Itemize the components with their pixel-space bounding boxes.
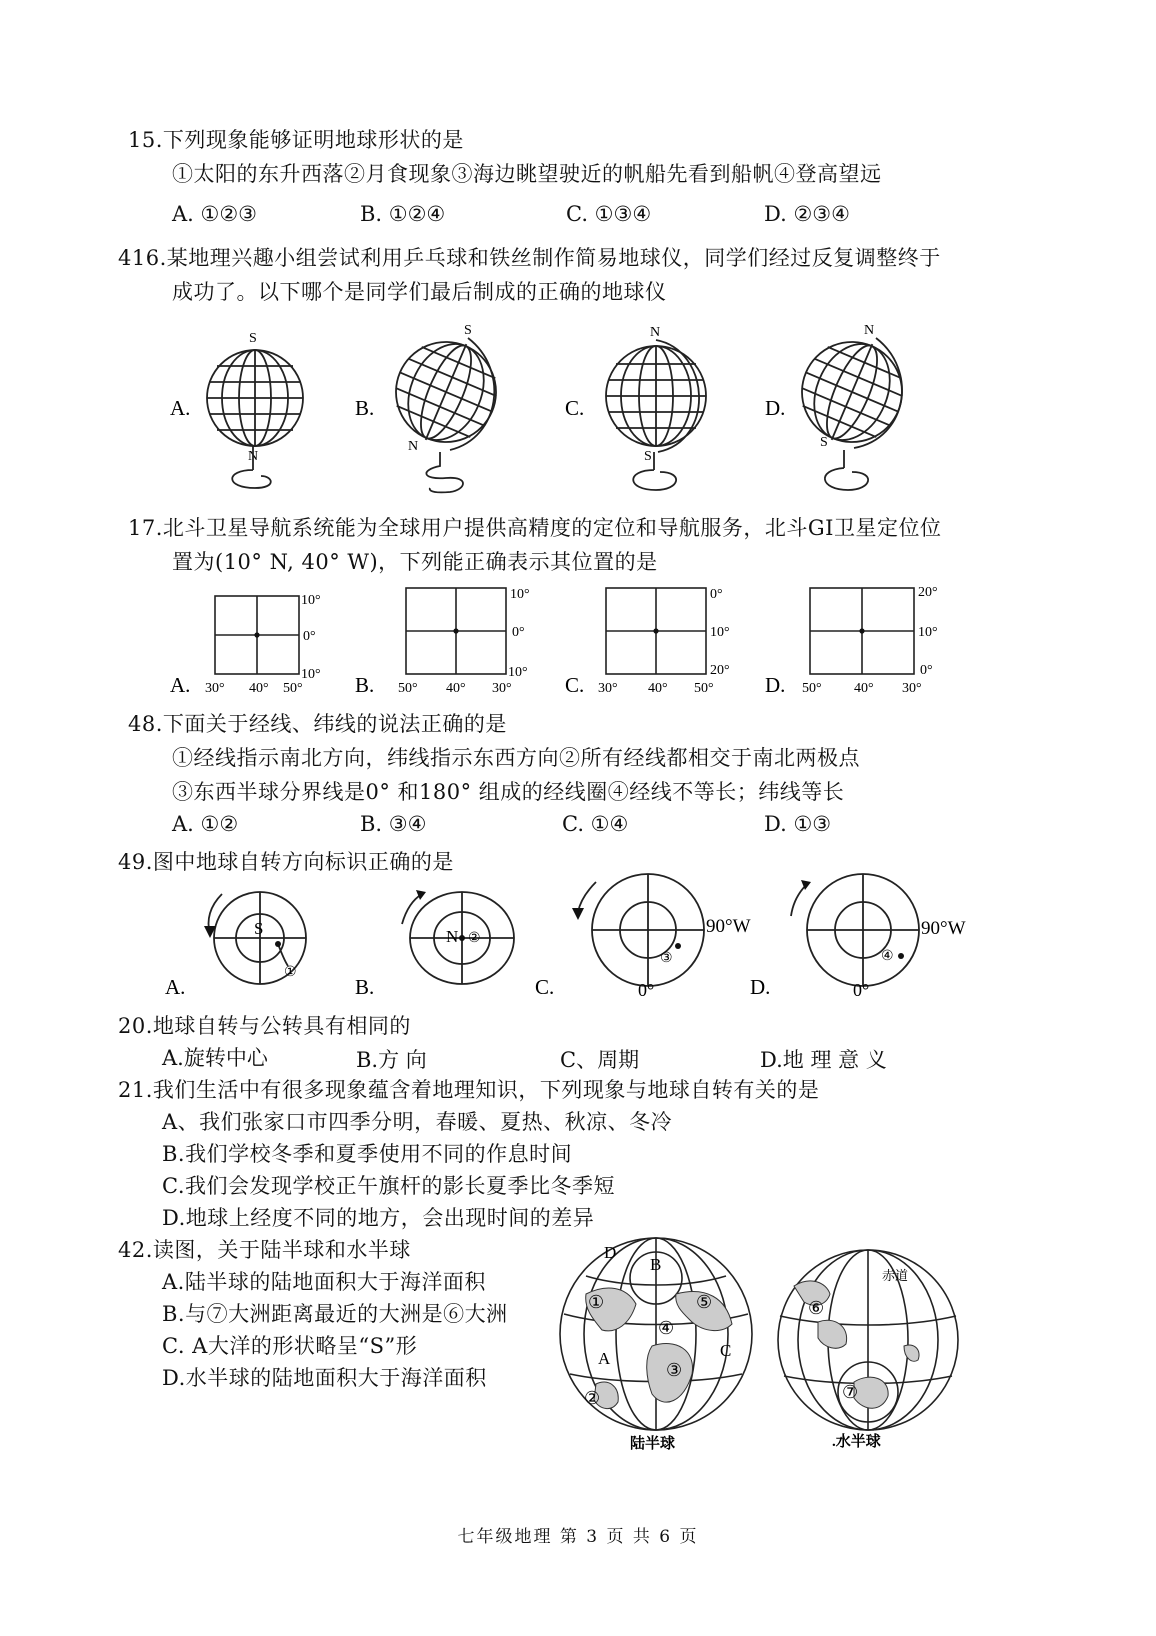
- land-map-label-b: B: [650, 1255, 662, 1274]
- q17-grid-b-lat-3: 10°: [508, 665, 528, 680]
- q17-grid-a-lon-1: 30°: [205, 681, 225, 696]
- q17-grid-b-lat-1: 10°: [510, 587, 530, 602]
- water-map-label-equator: 赤道: [882, 1268, 909, 1283]
- q17-grid-c: [560, 580, 750, 700]
- q16-globe-a-top-pole: S: [249, 331, 257, 346]
- q15-option-a: A. ①②③: [172, 202, 257, 226]
- q20-option-d: D.地 理 意 义: [760, 1048, 887, 1072]
- q17-grid-c-lon-2: 40°: [648, 681, 668, 696]
- q19-rotation-d-mark: ④: [881, 949, 894, 964]
- q17-stem-line2: 置为(10° N, 40° W)，下列能正确表示其位置的是: [172, 550, 658, 574]
- water-hemisphere-map: [774, 1246, 974, 1452]
- q17-grid-c-lat-3: 20°: [710, 663, 730, 678]
- q18-option-b: B. ③④: [360, 812, 427, 836]
- q19-rotation-b-mark: ②: [468, 931, 481, 946]
- q17-stem-line1: 17.北斗卫星导航系统能为全球用户提供高精度的定位和导航服务，北斗GI卫星定位位: [128, 516, 942, 540]
- q18-option-d: D. ①③: [764, 812, 832, 836]
- q19-rotation-d-meridian-right: 90°W: [921, 918, 966, 939]
- water-map-label-7: ⑦: [842, 1382, 859, 1402]
- q16-globe-a-bottom-pole: N: [248, 449, 259, 464]
- q17-grid-d-lon-1: 50°: [802, 681, 822, 696]
- land-map-label-1: ①: [588, 1292, 605, 1312]
- q17-grid-c-lat-1: 0°: [710, 587, 723, 602]
- q17-grid-d-lat-3: 0°: [920, 663, 933, 678]
- q17-grid-c-lon-3: 50°: [694, 681, 714, 696]
- q17-grid-b-lat-2: 0°: [512, 625, 525, 640]
- land-map-label-2: ②: [584, 1388, 601, 1408]
- q16-globe-d-label: D.: [765, 396, 786, 420]
- land-map-label-4: ④: [658, 1318, 675, 1338]
- q17-grid-c-lat-2: 10°: [710, 625, 730, 640]
- water-map-caption: .水半球: [832, 1434, 881, 1450]
- q17-grid-a-label: A.: [170, 673, 191, 697]
- q18-option-a: A. ①②: [172, 812, 239, 836]
- q16-globe-c-top-pole: N: [650, 325, 661, 340]
- q15-option-c: C. ①③④: [566, 202, 652, 226]
- q17-grid-a-lat-1: 10°: [301, 593, 321, 608]
- q17-grid-a-lon-3: 50°: [283, 681, 303, 696]
- q17-grid-b-lon-2: 40°: [446, 681, 466, 696]
- q19-rotation-c-mark: ③: [660, 951, 673, 966]
- land-map-label-5: ⑤: [696, 1292, 713, 1312]
- q19-rotation-b-pole: N: [446, 927, 459, 946]
- land-map-label-a: A: [598, 1349, 611, 1368]
- q16-globe-d-bottom-pole: S: [820, 435, 828, 450]
- q19-rotation-b: [350, 880, 540, 1000]
- q17-grid-b-lon-1: 50°: [398, 681, 418, 696]
- q21-option-c: C.我们会发现学校正午旗杆的影长夏季比冬季短: [162, 1174, 615, 1198]
- q21-option-b: B.我们学校冬季和夏季使用不同的作息时间: [162, 1142, 573, 1166]
- q20-option-c: C、周期: [560, 1048, 640, 1072]
- q19-rotation-d: [745, 872, 1005, 1000]
- q17-grid-a-lon-2: 40°: [249, 681, 269, 696]
- land-map-label-d: D: [604, 1243, 617, 1262]
- q16-globe-b: [350, 320, 520, 500]
- q15-option-b: B. ①②④: [360, 202, 446, 226]
- q17-grid-c-label: C.: [565, 673, 585, 697]
- q19-rotation-a: [160, 880, 350, 1000]
- q17-grid-d-lat-2: 10°: [918, 625, 938, 640]
- q17-grid-b-label: B.: [355, 673, 375, 697]
- q20-stem: 20.地球自转与公转具有相同的: [118, 1014, 411, 1038]
- q17-grid-d-lon-3: 30°: [902, 681, 922, 696]
- q16-globe-a: [165, 320, 325, 500]
- land-map-caption: 陆半球: [630, 1436, 676, 1452]
- q16-globe-c: [560, 320, 720, 500]
- q20-option-b: B.方 向: [356, 1048, 427, 1072]
- q16-globe-b-top-pole: S: [464, 323, 472, 338]
- land-map-label-3: ③: [666, 1360, 683, 1380]
- q19-rotation-a-label: A.: [165, 975, 186, 999]
- q16-stem-line1: 416.某地理兴趣小组尝试利用乒乓球和铁丝制作简易地球仪，同学们经过反复调整终于: [118, 246, 941, 270]
- q19-rotation-b-label: B.: [355, 975, 375, 999]
- q18-line2: ③东西半球分界线是0° 和180° 组成的经线圈④经线不等长；纬线等长: [172, 780, 845, 804]
- q16-globe-d: [760, 320, 930, 500]
- q17-grid-b-lon-3: 30°: [492, 681, 512, 696]
- q21-option-d: D.地球上经度不同的地方，会出现时间的差异: [162, 1206, 595, 1230]
- q19-rotation-c-label: C.: [535, 975, 555, 999]
- q19-rotation-c-meridian-right: 90°W: [706, 916, 751, 937]
- q19-rotation-a-mark: ①: [284, 965, 297, 980]
- q22-option-b: B.与⑦大洲距离最近的大洲是⑥大洲: [162, 1302, 508, 1326]
- q22-option-d: D.水半球的陆地面积大于海洋面积: [162, 1366, 487, 1390]
- q17-grid-d-label: D.: [765, 673, 786, 697]
- q17-grid-a-lat-2: 0°: [303, 629, 316, 644]
- q15-option-d: D. ②③④: [764, 202, 850, 226]
- q17-grid-c-lon-1: 30°: [598, 681, 618, 696]
- q16-globe-b-label: B.: [355, 396, 375, 420]
- land-map-label-c: C: [720, 1341, 732, 1360]
- q19-rotation-c: [530, 872, 770, 1000]
- q16-globe-d-top-pole: N: [864, 323, 875, 338]
- q16-globe-a-label: A.: [170, 396, 191, 420]
- q16-globe-b-bottom-pole: N: [408, 439, 419, 454]
- q16-globe-c-label: C.: [565, 396, 585, 420]
- q18-option-c: C. ①④: [562, 812, 629, 836]
- q17-grid-b: [350, 580, 540, 700]
- q22-option-a: A.陆半球的陆地面积大于海洋面积: [162, 1270, 486, 1294]
- q19-rotation-a-pole: S: [254, 919, 264, 938]
- q18-stem: 48.下面关于经线、纬线的说法正确的是: [128, 712, 507, 736]
- q19-rotation-c-meridian-bottom: 0°: [638, 980, 655, 1000]
- q17-grid-d-lon-2: 40°: [854, 681, 874, 696]
- q20-option-a: A.旋转中心: [162, 1046, 268, 1070]
- q19-rotation-d-label: D.: [750, 975, 771, 999]
- q15-stem: 15.下列现象能够证明地球形状的是: [128, 128, 464, 152]
- water-map-label-6: ⑥: [808, 1298, 825, 1318]
- q21-stem: 21.我们生活中有很多现象蕴含着地理知识，下列现象与地球自转有关的是: [118, 1078, 820, 1102]
- q17-grid-a-lat-3: 10°: [301, 667, 321, 682]
- q17-grid-d-lat-1: 20°: [918, 585, 938, 600]
- land-hemisphere-map: [556, 1234, 756, 1452]
- q19-stem: 49.图中地球自转方向标识正确的是: [118, 850, 454, 874]
- q19-rotation-d-meridian-bottom: 0°: [853, 980, 870, 1000]
- q18-line1: ①经线指示南北方向，纬线指示东西方向②所有经线都相交于南北两极点: [172, 746, 860, 770]
- q16-stem-line2: 成功了。以下哪个是同学们最后制成的正确的地球仪: [172, 280, 667, 304]
- q17-grid-a: [165, 580, 345, 700]
- page-footer: 七年级地理 第 3 页 共 6 页: [457, 1527, 699, 1547]
- q21-option-a: A、我们张家口市四季分明，春暖、夏热、秋凉、冬冷: [162, 1110, 673, 1134]
- q16-globe-c-bottom-pole: S: [644, 449, 652, 464]
- q17-grid-d: [760, 580, 960, 700]
- q22-stem: 42.读图，关于陆半球和水半球: [118, 1238, 411, 1262]
- q15-items: ①太阳的东升西落②月食现象③海边眺望驶近的帆船先看到船帆④登高望远: [172, 162, 882, 186]
- q22-option-c: C. A大洋的形状略呈“S”形: [162, 1334, 418, 1358]
